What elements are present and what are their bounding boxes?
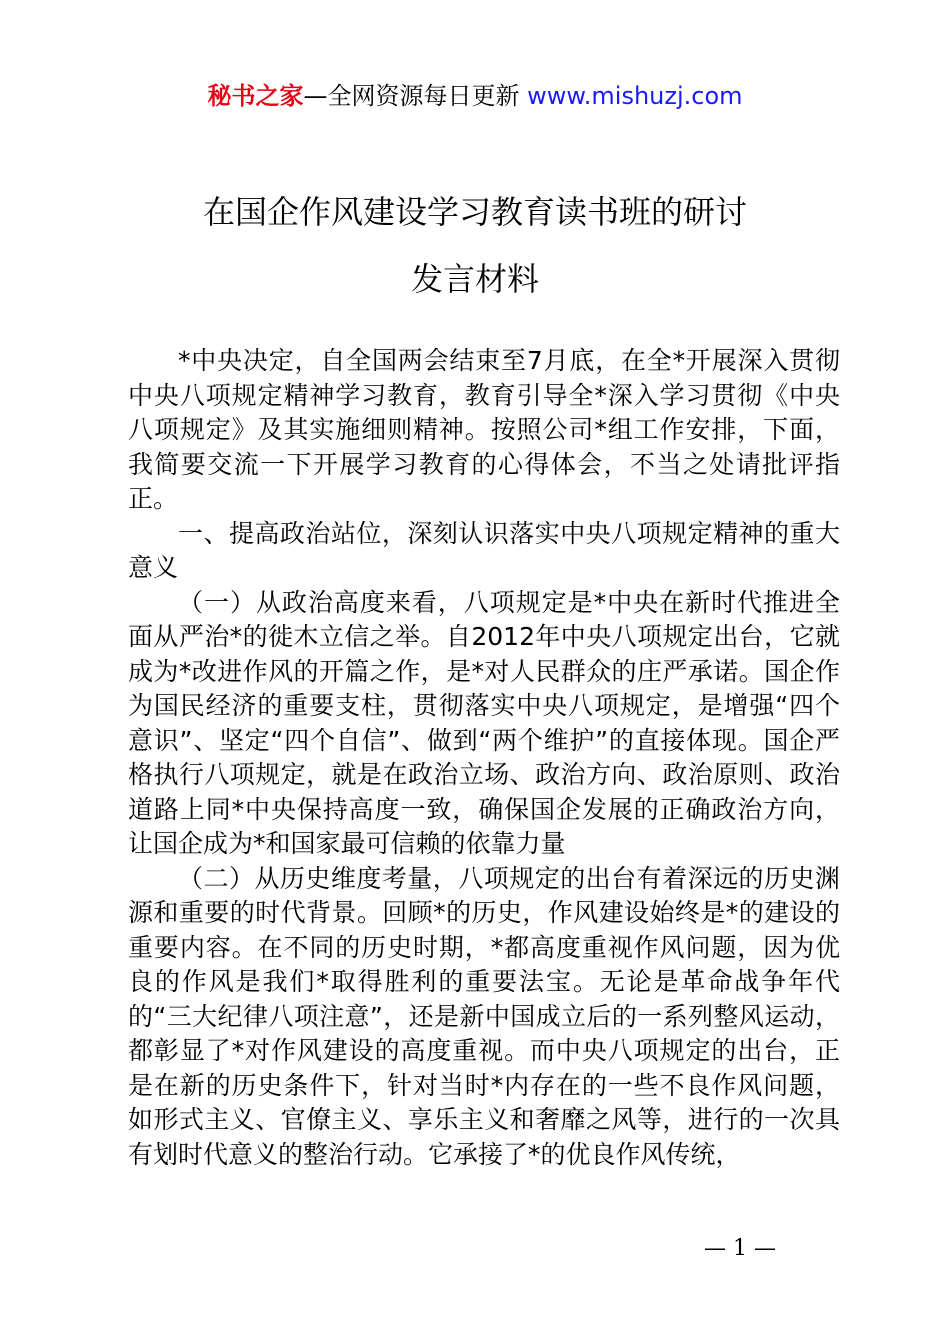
document-title-line-1: 在国企作风建设学习教育读书班的研讨 <box>202 193 747 231</box>
subsection-paragraph-2: （二）从历史维度考量，八项规定的出台有着深远的历史渊源和重要的时代背景。回顾*的历史，作风建设始终是*的建设的重要内容。在不同的历史时期，*都高度重视作风问题，因为优良的作风是我们*取得胜利的重要法宝。无论是革命战争年代的“三大纪律八项注意”，还是新中国成立后的一系列整风运动，都彰显了*对作风建设的高度重视。而中央八项规定的出台，正是在新的历史条件下，针对当时*内存在的一些不良作风问题，如形式主义、官僚主义、享乐主义和奢靡之风等，进行的一次具有划时代意义的整治行动。它承接了*的优良作风传统， <box>128 863 840 1169</box>
section-heading-1: 一、提高政治站位，深刻认识落实中央八项规定精神的重大意义 <box>128 518 840 582</box>
intro-paragraph: *中央决定，自全国两会结束至7月底，在全*开展深入贯彻中央八项规定精神学习教育，教育引导全*深入学习贯彻《中央八项规定》及其实施细则精神。按照公司*组工作安排，下面，我简要交流一下开展学习教育的心得体会，不当之处请批评指正。 <box>128 346 840 513</box>
page-number: — 1 — <box>704 1236 776 1261</box>
document-body <box>128 344 840 1172</box>
site-brand: 秘书之家 <box>207 82 304 110</box>
document-title-line-2: 发言材料 <box>410 260 539 298</box>
site-header <box>0 79 950 113</box>
subsection-paragraph-1: （一）从政治高度来看，八项规定是*中央在新时代推进全面从严治*的徙木立信之举。自2012年中央八项规定出台，它就成为*改进作风的开篇之作，是*对人民群众的庄严承诺。国企作为国民经济的重要支柱，贯彻落实中央八项规定，是增强“四个意识”、坚定“四个自信”、做到“两个维护”的直接体现。国企严格执行八项规定，就是在政治立场、政治方向、政治原则、政治道路上同*中央保持高度一致，确保国企发展的正确政治方向，让国企成为*和国家最可信赖的依靠力量 <box>128 587 840 858</box>
site-tagline: —全网资源每日更新 <box>303 82 520 110</box>
site-url[interactable]: www.mishuzj.com <box>527 82 743 110</box>
